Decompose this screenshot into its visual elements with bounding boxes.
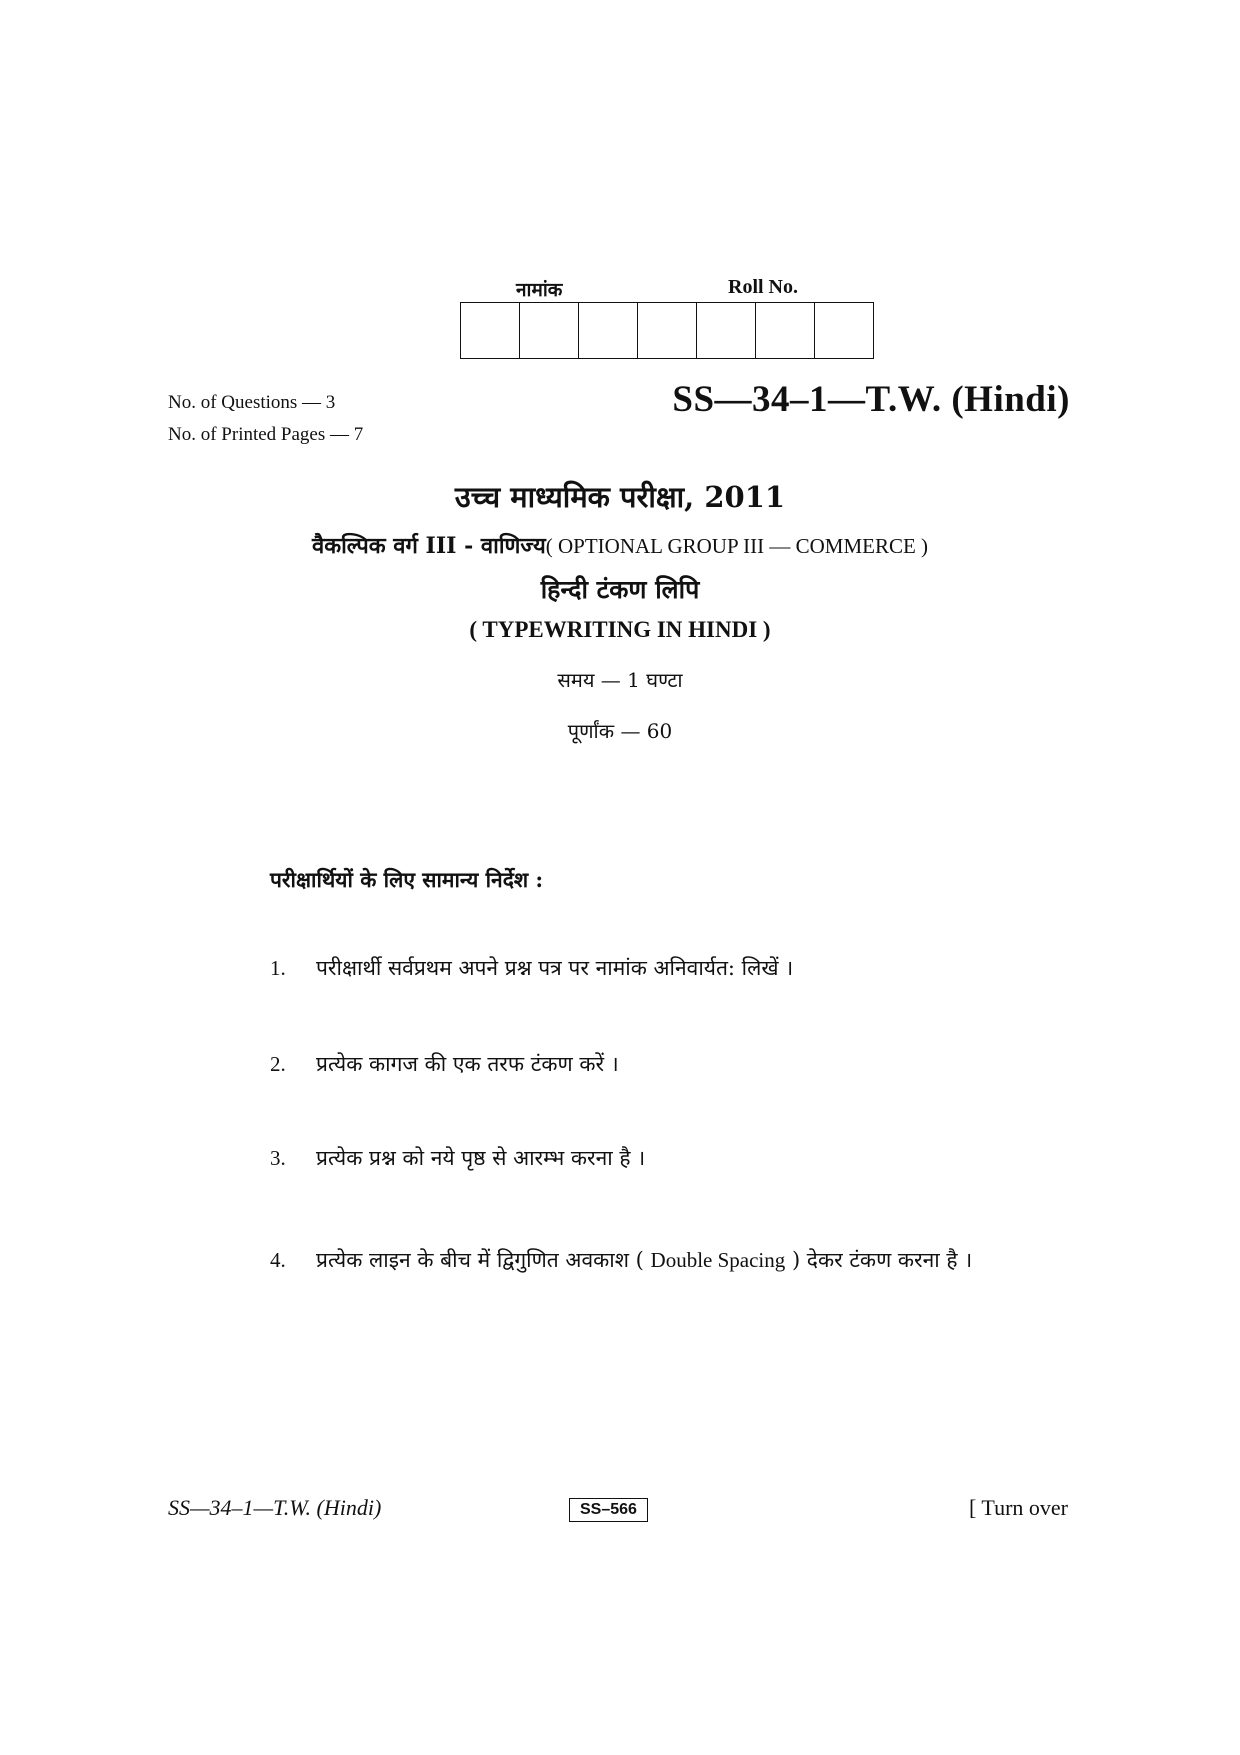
instruction-number: 3. (270, 1146, 286, 1170)
footer-series-code: SS–566 (569, 1498, 648, 1522)
question-count: No. of Questions — 3 (168, 392, 336, 413)
instruction-number: 4. (270, 1248, 286, 1272)
page-count: No. of Printed Pages — 7 (168, 424, 364, 445)
roll-box (756, 303, 815, 358)
instruction-text: परीक्षार्थी सर्वप्रथम अपने प्रश्न पत्र पर नामांक अनिवार्यत: लिखें । (316, 956, 794, 980)
roll-label-hindi: नामांक (516, 279, 563, 301)
roll-number-boxes (460, 302, 874, 359)
roll-label-english: Roll No. (728, 276, 798, 298)
roll-box (638, 303, 697, 358)
turn-over-note: [ Turn over (968, 1495, 1068, 1520)
roll-box (520, 303, 579, 358)
subject-hindi: हिन्दी टंकण लिपि (540, 575, 700, 604)
paper-code: SS—34–1—T.W. (Hindi) (672, 379, 1070, 420)
time-allowed: समय — 1 घण्टा (557, 668, 683, 692)
roll-box (815, 303, 873, 358)
roll-box (461, 303, 520, 358)
instruction-item (270, 1126, 1096, 1190)
instruction-text: प्रत्येक प्रश्न को नये पृष्ठ से आरम्भ करना है । (316, 1146, 646, 1170)
roll-box (579, 303, 638, 358)
instruction-text-english: Double Spacing (650, 1248, 786, 1272)
instructions-title: परीक्षार्थियों के लिए सामान्य निर्देश : (270, 867, 544, 892)
instruction-item (270, 1228, 1096, 1292)
footer-paper-code: SS—34–1—T.W. (Hindi) (168, 1495, 382, 1520)
instruction-text-part: ) देकर टंकण करना है । (785, 1248, 973, 1272)
max-marks: पूर्णांक — 60 (567, 719, 673, 743)
subject-english: ( TYPEWRITING IN HINDI ) (469, 617, 771, 642)
instruction-item (270, 936, 1096, 1000)
instruction-text (316, 1228, 1096, 1292)
roll-box (697, 303, 756, 358)
exam-title: उच्च माध्यमिक परीक्षा, 2011 (454, 480, 786, 514)
instruction-item (270, 1032, 1096, 1096)
group-english: ( OPTIONAL GROUP III — COMMERCE ) (545, 534, 929, 558)
optional-group (0, 530, 1240, 560)
instruction-text: प्रत्येक कागज की एक तरफ टंकण करें । (316, 1052, 619, 1076)
group-hindi: वैकल्पिक वर्ग III - वाणिज्य (311, 533, 546, 559)
instruction-number: 1. (270, 956, 286, 980)
instruction-number: 2. (270, 1052, 286, 1076)
instruction-text-part: प्रत्येक लाइन के बीच में द्विगुणित अवकाश ( (316, 1248, 651, 1272)
